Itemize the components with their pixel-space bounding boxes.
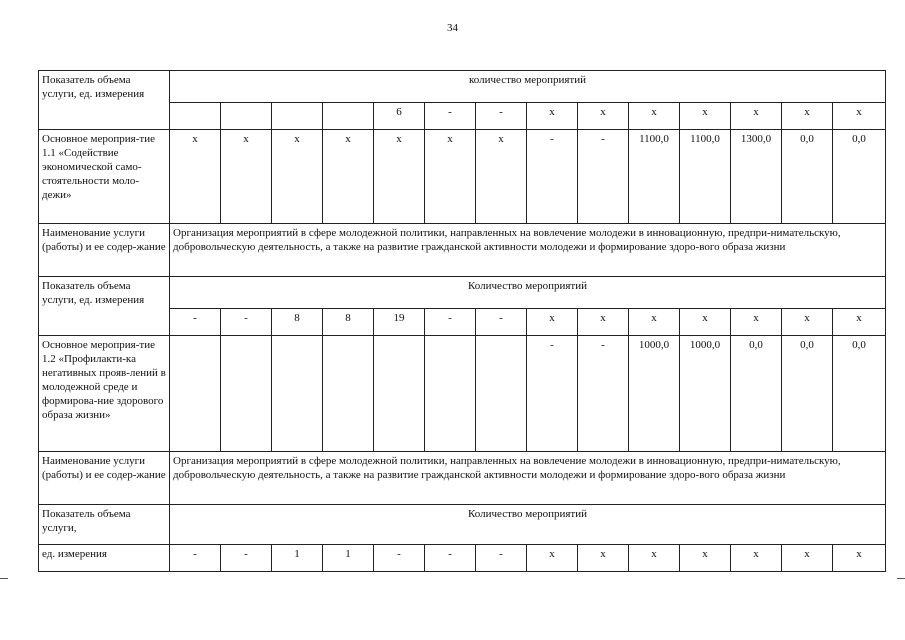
value-cell: 1 xyxy=(323,545,374,572)
value-cell: x xyxy=(680,103,731,130)
value-cell: - xyxy=(527,336,578,452)
value-cell: x xyxy=(578,103,629,130)
value-cell: - xyxy=(476,545,527,572)
value-cell xyxy=(170,336,221,452)
value-cell: x xyxy=(629,309,680,336)
indicator-label: Показатель объема услуги, ед. измерения xyxy=(39,277,170,336)
value-cell xyxy=(221,336,272,452)
value-cell: 1 xyxy=(272,545,323,572)
value-cell: - xyxy=(425,545,476,572)
service-description: Организация мероприятий в сфере молодежной политики, направленных на вовлечение молодежи в инновационную, предпри-нимательскую, добровольческую деятельность, а также на развитие гражданской активности молодежи и формирование здоро-вого образа жизни xyxy=(170,452,886,505)
value-cell xyxy=(425,336,476,452)
event-row xyxy=(39,130,886,224)
budget-table xyxy=(38,70,886,572)
value-cell: x xyxy=(833,103,886,130)
value-cell: x xyxy=(833,309,886,336)
value-cell: 0,0 xyxy=(782,336,833,452)
value-cell: 0,0 xyxy=(782,130,833,224)
value-cell: x xyxy=(629,103,680,130)
value-cell xyxy=(221,103,272,130)
value-cell: x xyxy=(680,309,731,336)
page-number: 34 xyxy=(447,22,458,34)
value-cell xyxy=(476,336,527,452)
value-cell: x xyxy=(425,130,476,224)
value-cell: - xyxy=(578,336,629,452)
value-cell: - xyxy=(425,103,476,130)
value-cell: x xyxy=(731,309,782,336)
value-cell: - xyxy=(476,103,527,130)
value-cell: x xyxy=(527,103,578,130)
event-row xyxy=(39,336,886,452)
value-cell: - xyxy=(170,309,221,336)
event-label: Основное мероприя-тие 1.2 «Профилакти-ка негативных прояв-лений в молодежной среде и формирова-ние здорового образа жизни» xyxy=(39,336,170,452)
value-cell: x xyxy=(731,545,782,572)
value-cell xyxy=(323,103,374,130)
value-cell: x xyxy=(323,130,374,224)
value-cell: - xyxy=(527,130,578,224)
indicator-row xyxy=(39,71,886,103)
event-label: Основное мероприя-тие 1.1 «Содействие экономической само-стоятельности моло-дежи» xyxy=(39,130,170,224)
value-cell: x xyxy=(578,545,629,572)
value-cell: 1000,0 xyxy=(680,336,731,452)
value-cell xyxy=(272,103,323,130)
value-cell: - xyxy=(476,309,527,336)
indicator-unit: Количество мероприятий xyxy=(170,277,886,309)
value-cell xyxy=(170,103,221,130)
indicator-label: Показатель объема услуги, ед. измерения xyxy=(39,71,170,130)
value-cell: x xyxy=(476,130,527,224)
value-cell: x xyxy=(782,103,833,130)
indicator-label: Показатель объема услуги, xyxy=(39,505,170,545)
service-label: Наименование услуги (работы) и ее содер-жание xyxy=(39,452,170,505)
value-cell xyxy=(374,336,425,452)
value-cell: x xyxy=(833,545,886,572)
service-label: Наименование услуги (работы) и ее содер-жание xyxy=(39,224,170,277)
value-cell: x xyxy=(170,130,221,224)
unit-row-label: ед. измерения xyxy=(39,545,170,572)
service-row xyxy=(39,224,886,277)
value-cell: x xyxy=(578,309,629,336)
value-cell xyxy=(323,336,374,452)
value-cell: - xyxy=(221,309,272,336)
value-cell: x xyxy=(680,545,731,572)
value-cell: x xyxy=(731,103,782,130)
value-cell: 1100,0 xyxy=(680,130,731,224)
value-cell: 6 xyxy=(374,103,425,130)
value-cell: x xyxy=(374,130,425,224)
indicator-row xyxy=(39,277,886,309)
value-cell: 1000,0 xyxy=(629,336,680,452)
left-edge-mark xyxy=(0,578,8,579)
value-cell: 19 xyxy=(374,309,425,336)
indicator-unit: Количество мероприятий xyxy=(170,505,886,545)
value-cell: x xyxy=(629,545,680,572)
right-edge-mark xyxy=(897,578,905,579)
service-row xyxy=(39,452,886,505)
value-cell: x xyxy=(527,545,578,572)
value-cell: - xyxy=(221,545,272,572)
value-cell: - xyxy=(425,309,476,336)
value-cell: 0,0 xyxy=(833,336,886,452)
indicator-row xyxy=(39,505,886,545)
service-description: Организация мероприятий в сфере молодежной политики, направленных на вовлечение молодежи в инновационную, предпри-нимательскую, добровольческую деятельность, а также на развитие гражданской активности молодежи и формирование здоро-вого образа жизни xyxy=(170,224,886,277)
value-cell: 1300,0 xyxy=(731,130,782,224)
value-cell: x xyxy=(221,130,272,224)
value-cell: 0,0 xyxy=(833,130,886,224)
value-cell: 8 xyxy=(323,309,374,336)
value-cell: - xyxy=(170,545,221,572)
values-row xyxy=(39,545,886,572)
value-cell: x xyxy=(272,130,323,224)
value-cell xyxy=(272,336,323,452)
value-cell: 1100,0 xyxy=(629,130,680,224)
indicator-unit: количество мероприятий xyxy=(170,71,886,103)
value-cell: x xyxy=(782,309,833,336)
value-cell: - xyxy=(374,545,425,572)
value-cell: 8 xyxy=(272,309,323,336)
value-cell: 0,0 xyxy=(731,336,782,452)
value-cell: x xyxy=(782,545,833,572)
value-cell: - xyxy=(578,130,629,224)
value-cell: x xyxy=(527,309,578,336)
